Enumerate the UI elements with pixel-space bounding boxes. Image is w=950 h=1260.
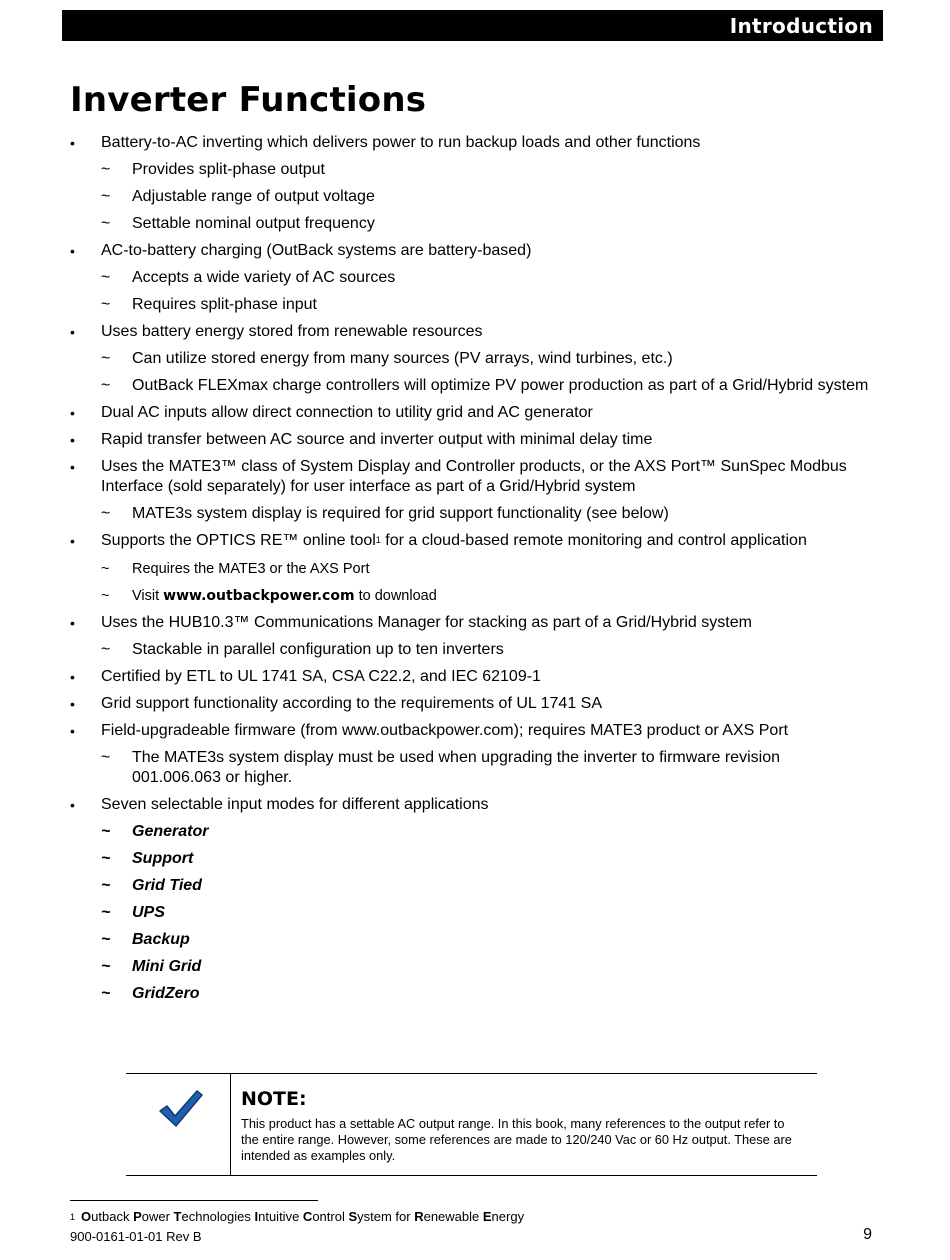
sub-list-item: ~ Settable nominal output frequency <box>101 215 375 232</box>
bullet-icon: • <box>70 797 75 813</box>
list-item: • Certified by ETL to UL 1741 SA, CSA C22.2, and IEC 62109-1 <box>70 668 541 685</box>
tilde-icon: ~ <box>101 985 111 1002</box>
list-item: • Supports the OPTICS RE™ online tool$^1$ for a cloud-based remote monitoring and control application <box>70 532 807 549</box>
list-item: • Battery-to-AC inverting which delivers power to run backup loads and other functions <box>70 134 701 151</box>
mode-item: ~ Mini Grid <box>101 958 202 975</box>
tilde-icon: ~ <box>101 877 111 894</box>
tilde-icon: ~ <box>101 350 111 367</box>
sub-list-item: ~ Can utilize stored energy from many sources (PV arrays, wind turbines, etc.) <box>101 350 673 367</box>
sub-list-item: ~ Requires the MATE3 or the AXS Port <box>101 561 370 577</box>
tilde-icon: ~ <box>101 377 111 394</box>
sub-list-item: ~ MATE3s system display is required for grid support functionality (see below) <box>101 505 669 522</box>
mode-item: ~ UPS <box>101 904 165 921</box>
bullet-icon: • <box>70 696 75 712</box>
list-item: • Dual AC inputs allow direct connection to utility grid and AC generator <box>70 404 593 421</box>
list-item: • Grid support functionality according to the requirements of UL 1741 SA <box>70 695 603 712</box>
note-divider <box>230 1074 231 1175</box>
note-text: This product has a settable AC output range. In this book, many references to the output refer to the entire range. However, some references are made to 120/240 Vac or 60 Hz output. These are intended as examples only. <box>241 1116 792 1163</box>
checkmark-icon <box>156 1088 204 1130</box>
mode-item: ~ Grid Tied <box>101 877 202 894</box>
note-title: NOTE: <box>241 1088 307 1110</box>
bullet-icon: • <box>70 405 75 421</box>
tilde-icon: ~ <box>101 269 111 286</box>
tilde-icon: ~ <box>101 931 111 948</box>
footnote-marker: 1 <box>70 1212 76 1222</box>
list-item: • Uses the MATE3™ class of System Display and Controller products, or the AXS Port™ SunSpec Modbus Interface (sold separately) for user interface as part of a Grid/Hybrid system <box>70 458 847 495</box>
tilde-icon: ~ <box>101 188 111 205</box>
website-link[interactable]: www.outbackpower.com <box>163 588 355 604</box>
sub-list-item: ~ Accepts a wide variety of AC sources <box>101 269 396 286</box>
sub-list-item: ~ Requires split-phase input <box>101 296 317 313</box>
sub-list-item: ~ Adjustable range of output voltage <box>101 188 375 205</box>
tilde-icon: ~ <box>101 904 111 921</box>
sub-list-item: ~ The MATE3s system display must be used when upgrading the inverter to firmware revision 001.006.063 or higher. <box>101 749 780 786</box>
bullet-icon: • <box>70 324 75 340</box>
mode-item: ~ Generator <box>101 823 209 840</box>
tilde-icon: ~ <box>101 296 111 313</box>
bullet-icon: • <box>70 615 75 631</box>
list-item: • Uses battery energy stored from renewable resources <box>70 323 483 340</box>
bullet-icon: • <box>70 723 75 739</box>
list-item: • Uses the HUB10.3™ Communications Manager for stacking as part of a Grid/Hybrid system <box>70 614 752 631</box>
tilde-icon: ~ <box>101 561 110 577</box>
tilde-icon: ~ <box>101 823 111 840</box>
function-list <box>70 133 870 1011</box>
list-item: • Seven selectable input modes for different applications <box>70 796 489 813</box>
list-item: • Field-upgradeable firmware (from www.outbackpower.com); requires MATE3 product or AXS Port <box>70 722 789 739</box>
page-title: Inverter Functions <box>70 80 427 120</box>
tilde-icon: ~ <box>101 749 111 766</box>
page-number: 9 <box>863 1226 872 1243</box>
tilde-icon: ~ <box>101 850 111 867</box>
bullet-icon: • <box>70 459 75 475</box>
sub-list-item: ~ OutBack FLEXmax charge controllers will optimize PV power production as part of a Grid/Hybrid system <box>101 377 869 394</box>
sub-list-item: ~ Stackable in parallel configuration up to ten inverters <box>101 641 504 658</box>
tilde-icon: ~ <box>101 161 111 178</box>
section-title: Introduction <box>729 14 873 38</box>
bullet-icon: • <box>70 432 75 448</box>
footnote-reference: 1 <box>375 535 381 545</box>
mode-item: ~ Support <box>101 850 194 867</box>
tilde-icon: ~ <box>101 588 110 604</box>
tilde-icon: ~ <box>101 505 111 522</box>
footnote: 1 Outback Power Technologies Intuitive Control System for Renewable Energy <box>70 1209 525 1224</box>
tilde-icon: ~ <box>101 215 111 232</box>
tilde-icon: ~ <box>101 958 111 975</box>
document-number: 900-0161-01-01 Rev B <box>70 1229 202 1244</box>
sub-list-item: ~ Visit www.outbackpower.com to download <box>101 588 437 604</box>
bullet-icon: • <box>70 135 75 151</box>
note-box <box>126 1073 817 1176</box>
mode-item: ~ GridZero <box>101 985 200 1002</box>
bullet-icon: • <box>70 669 75 685</box>
list-item: • AC-to-battery charging (OutBack systems are battery-based) <box>70 242 532 259</box>
sub-list-item: ~ Provides split-phase output <box>101 161 325 178</box>
bullet-icon: • <box>70 243 75 259</box>
tilde-icon: ~ <box>101 641 111 658</box>
mode-item: ~ Backup <box>101 931 190 948</box>
bullet-icon: • <box>70 533 75 549</box>
section-header-bar <box>62 10 883 41</box>
footnote-rule <box>70 1200 318 1201</box>
list-item: • Rapid transfer between AC source and inverter output with minimal delay time <box>70 431 653 448</box>
